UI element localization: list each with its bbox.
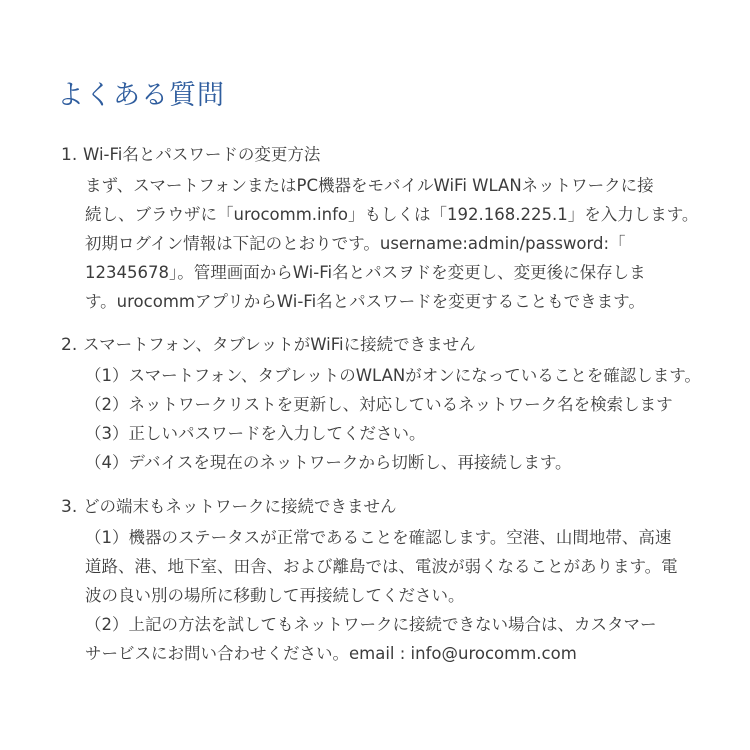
faq-question: スマートフォン、タブレットがWiFiに接続できません: [83, 335, 476, 354]
answer-line: 波の良い別の場所に移動して再接続してください。: [85, 586, 465, 605]
answer-line: （1）機器のステータスが正常であることを確認します。空港、山間地帯、高速: [85, 528, 672, 547]
faq-item-number: 2.: [61, 335, 78, 355]
faq-question: どの端末もネットワークに接続できません: [83, 497, 397, 516]
faq-item-number: 1.: [61, 145, 78, 165]
faq-answer: [85, 361, 701, 477]
page-title: よくある質問: [57, 80, 225, 111]
answer-line: （1）スマートフォン、タブレットのWLANがオンになっていることを確認します。: [85, 366, 701, 385]
answer-line: （2）ネットワークリストを更新し、対応しているネットワーク名を検索します: [85, 395, 673, 414]
faq-item-number: 3.: [61, 497, 78, 517]
answer-line: （3）正しいパスワードを入力してください。: [85, 424, 426, 443]
answer-line: す。urocommアプリからWi-Fi名とパスワードを変更することもできます。: [85, 292, 645, 311]
answer-line: まず、スマートフォンまたはPC機器をモバイルWiFi WLANネットワークに接: [85, 176, 654, 195]
answer-line: （4）デバイスを現在のネットワークから切断し、再接続します。: [85, 453, 572, 472]
answer-line: （2）上記の方法を試してもネットワークに接続できない場合は、カスタマー: [85, 615, 657, 634]
faq-answer: [85, 523, 678, 668]
answer-line: 初期ログイン情報は下記のとおりです。username:admin/password:「: [85, 234, 626, 253]
faq-question: Wi-Fi名とパスワードの変更方法: [83, 145, 321, 164]
faq-answer: [85, 171, 698, 316]
answer-line: 続し、ブラウザに「urocomm.info」もしくは「192.168.225.1」を入力します。: [85, 205, 699, 224]
answer-line: 道路、港、地下室、田舎、および離島では、電波が弱くなることがあります。電: [85, 557, 678, 576]
answer-line: 12345678」。管理画面からWi-Fi名とパスヲドを変更し、変更後に保存しま: [85, 263, 646, 282]
answer-line: サービスにお問い合わせください。email : info@urocomm.com: [85, 644, 577, 663]
